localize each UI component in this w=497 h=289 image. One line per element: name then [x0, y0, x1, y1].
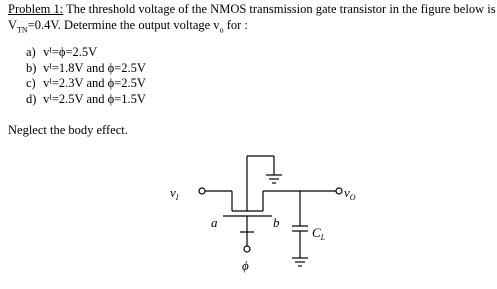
node-a-label: a	[211, 215, 218, 230]
cap-label: $C_L$	[312, 225, 326, 242]
vi-label: $v_I$	[170, 185, 179, 202]
problem-line1-text: The threshold voltage of the NMOS transmission gate transistor in the figure below is	[63, 2, 496, 16]
vo-terminal	[336, 188, 342, 194]
vo-label: $v_O$	[344, 185, 356, 202]
case-text: vᴵ=2.5V and ϕ=1.5V	[43, 91, 146, 106]
vi-terminal	[199, 188, 205, 194]
problem-line2-text: =0.4V. Determine the output voltage v	[27, 18, 220, 32]
vo-sub: o	[219, 25, 224, 35]
case-marker: d)	[26, 91, 37, 106]
case-text: vᴵ=2.3V and ϕ=2.5V	[43, 76, 146, 90]
vtn-label: V	[8, 18, 18, 32]
case-text: vᴵ=ϕ=2.5V	[43, 45, 98, 59]
node-b-label: b	[273, 215, 280, 230]
case-marker: a)	[26, 45, 36, 59]
phi-terminal	[244, 246, 250, 252]
case-marker: c)	[26, 76, 36, 90]
case-text: vᴵ=1.8V and ϕ=2.5V	[43, 60, 146, 75]
problem-label: Problem 1:	[8, 2, 64, 16]
vtn-sub: TN	[17, 25, 28, 35]
case-marker: b)	[26, 60, 37, 75]
neglect-note: Neglect the body effect.	[8, 123, 128, 137]
problem-line2-end: for :	[223, 18, 248, 32]
phi-label: ϕ	[242, 258, 249, 273]
